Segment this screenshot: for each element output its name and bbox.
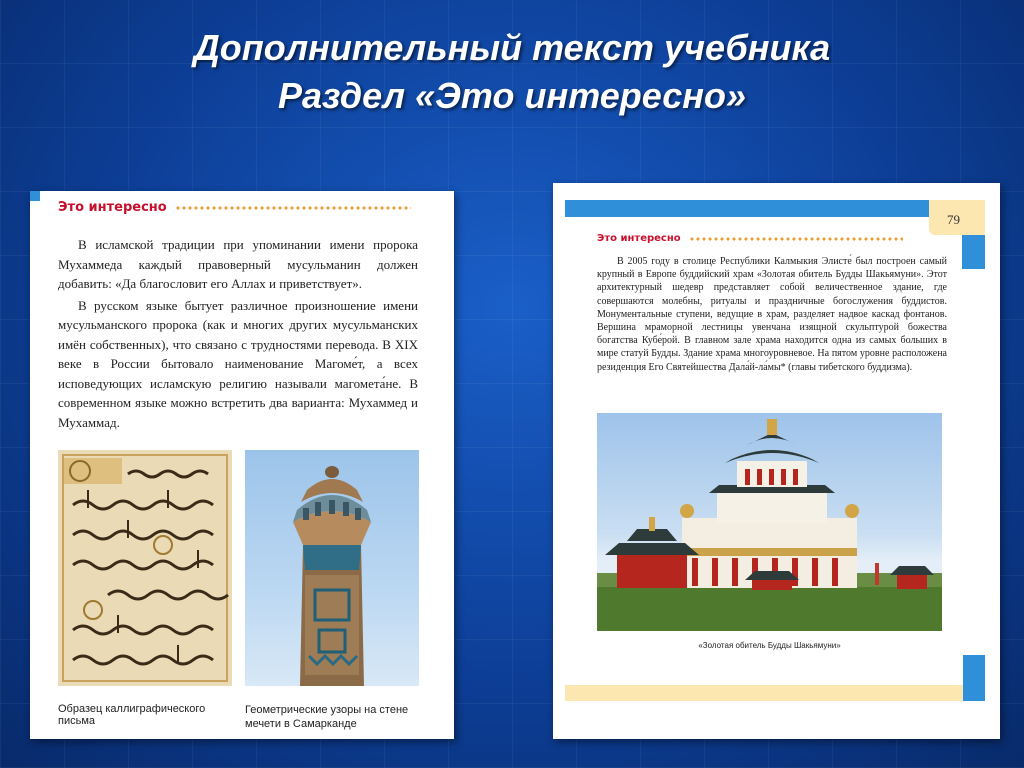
caption-manuscript: Образец каллиграфического письма [58,703,206,727]
section-heading-label: Это интересно [58,200,167,215]
section-heading [597,233,903,244]
section-heading [58,200,411,215]
paragraph: В исламской традиции при упоминании имени пророка Мухаммеда каждый правоверный мусульманин должен добавить: «Да благословит его Аллах и приветствует». [58,237,418,291]
heading-dots [175,206,411,210]
side-stripe [962,235,985,269]
textbook-page-right [553,183,1000,739]
heading-dots [689,237,903,241]
temple-photo [597,413,942,631]
page-number: 79 [947,212,960,227]
page-corner-mark [30,191,40,201]
body-text [597,255,947,376]
caption-minaret: Геометрические узоры на стене мечети в Самарканде [245,704,409,730]
minaret-photo [245,450,419,686]
section-heading-label: Это интересно [597,233,681,244]
top-stripe [565,200,985,217]
paragraph: В русском языке бытует различное произношение имени мусульманского пророка (как и многих других мусульманских имён собственных), что связано с трудностями перевода. В XIX веке в России бытовало наименование Магоме́т, а всех исповедующих исламскую религию называли магомета́не. В современном языке можно встретить два варианта: Мухаммед и Мухаммад. [58,297,418,430]
slide-title-line-1: Дополнительный текст учебника [193,27,831,68]
textbook-page-left [30,191,454,739]
bottom-stripe-blue [963,655,985,701]
slide-title-line-2: Раздел «Это интересно» [278,75,746,116]
paragraph: В 2005 году в столице Республики Калмыкия Элисте́ был построен самый крупный в Европе буддийский храм «Золотая обитель Будды Шакьямуни». Этот архитектурный шедевр представляет собой величественное здание, где совершаются молебны, ритуалы и праздничные богослужения буддистов. Монументальные ступени, ведущие в храм, разделяет надвое каскад фонтанов. Вершина мраморной лестницы увенчана изящной скульптурой божества богатства Кубе́рой. В главном зале храма находится одна из самых больших в мире статуй Будды. Здание храма многоуровневое. На пятом уровне расположена резиденция Его Святейшества Дала́й-ла́мы* (главы тибетского буддизма). [597,256,947,373]
bottom-stripe-yellow [565,685,963,701]
body-text [58,235,418,434]
calligraphy-manuscript-image [58,450,232,686]
caption-temple: «Золотая обитель Будды Шакьямуни» [698,641,841,650]
slide-title [0,24,1024,120]
